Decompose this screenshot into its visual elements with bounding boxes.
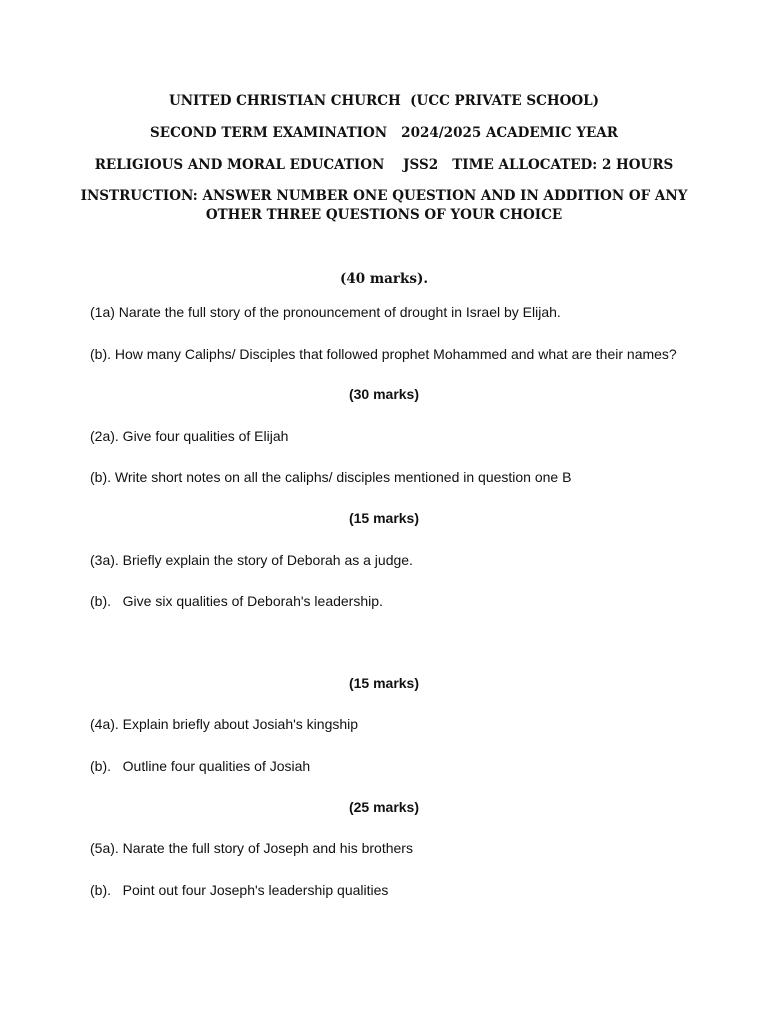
question-3b: (b). Give six qualities of Deborah's leadership.	[90, 593, 383, 609]
question-5b: (b). Point out four Joseph's leadership qualities	[90, 882, 389, 898]
question-1b: (b). How many Caliphs/ Disciples that followed prophet Mohammed and what are their names?	[90, 346, 677, 362]
question-5a: (5a). Narate the full story of Joseph and his brothers	[90, 840, 413, 856]
question-5-marks: (25 marks)	[348, 799, 420, 815]
question-3-marks: (15 marks)	[348, 510, 420, 526]
question-4a: (4a). Explain briefly about Josiah's kingship	[90, 716, 359, 732]
question-2b: (b). Write short notes on all the caliphs/ disciples mentioned in question one B	[90, 469, 572, 485]
subject-line: RELIGIOUS AND MORAL EDUCATION JSS2 TIME ALLOCATED: 2 HOURS	[94, 157, 674, 173]
school-name: UNITED CHRISTIAN CHURCH (UCC PRIVATE SCHOOL)	[168, 93, 600, 109]
question-3a: (3a). Briefly explain the story of Deborah as a judge.	[90, 552, 413, 568]
question-4-marks: (15 marks)	[348, 675, 420, 691]
instruction: INSTRUCTION: ANSWER NUMBER ONE QUESTION AND IN ADDITION OF ANY OTHER THREE QUESTIONS OF YOUR CHOICE	[80, 188, 688, 223]
exam-title: SECOND TERM EXAMINATION 2024/2025 ACADEMIC YEAR	[150, 125, 618, 141]
question-2a: (2a). Give four qualities of Elijah	[90, 428, 289, 444]
question-4b: (b). Outline four qualities of Josiah	[90, 758, 311, 774]
question-2-marks: (30 marks)	[348, 386, 420, 402]
question-1a: (1a) Narate the full story of the pronouncement of drought in Israel by Elijah.	[90, 304, 561, 320]
question-1-marks: (40 marks).	[339, 271, 429, 287]
